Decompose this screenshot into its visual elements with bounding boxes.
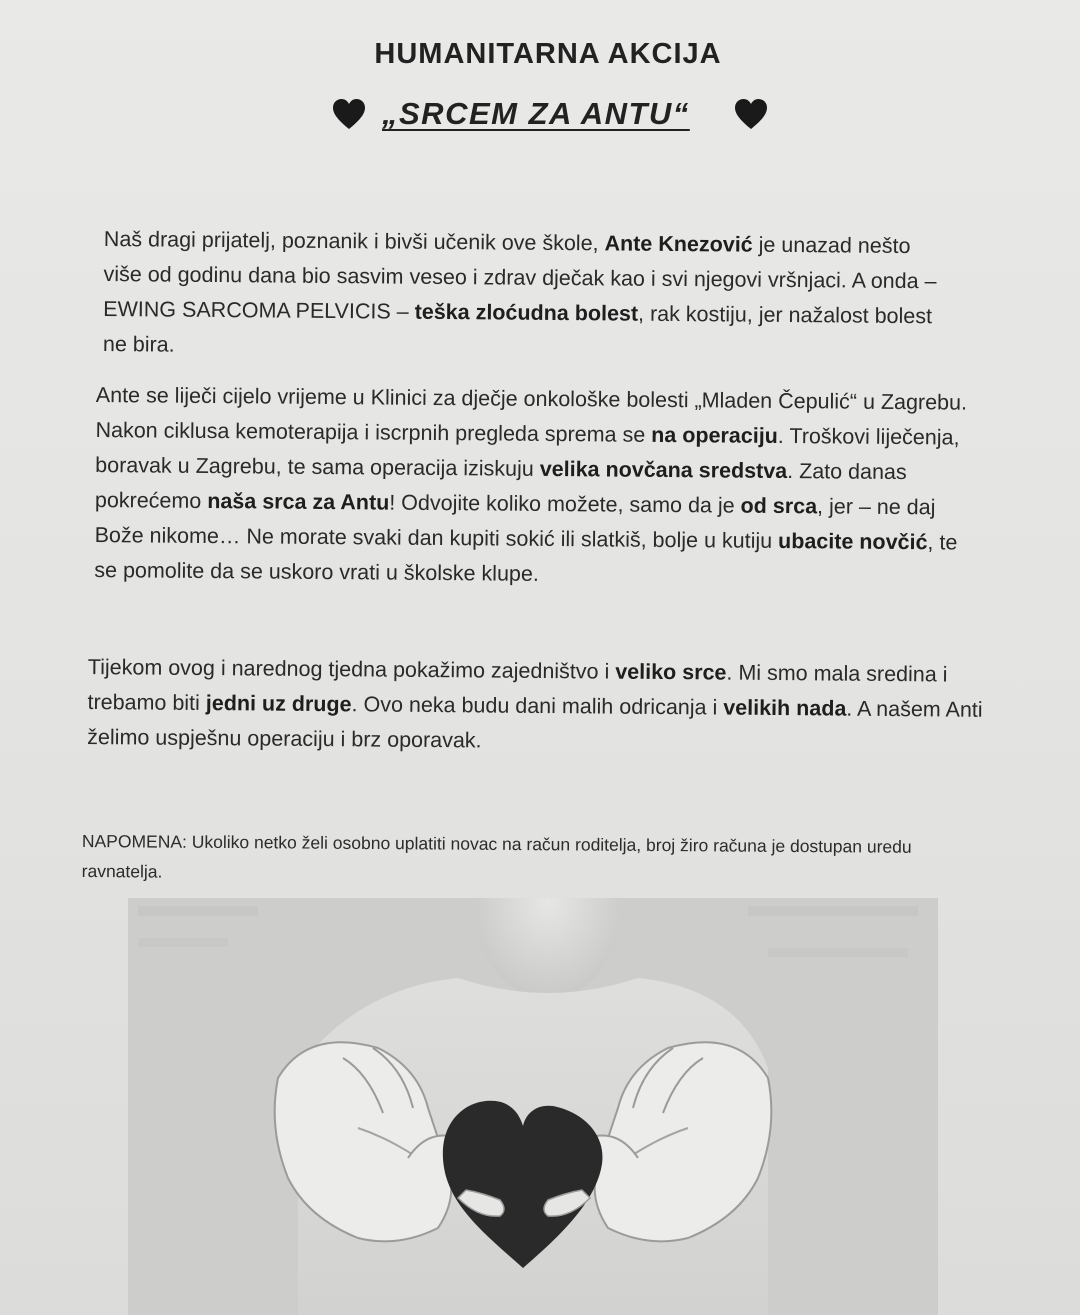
text-run: . Ovo neka budu dani malih odricanja i xyxy=(351,692,724,720)
emphasized-text: od srca xyxy=(740,493,818,519)
text-run: . Mi smo mala sredina i trebamo biti xyxy=(87,660,948,716)
emphasized-text: ubacite novčić xyxy=(778,528,928,555)
text-run: , te se pomolite da se uskoro vrati u školske klupe. xyxy=(94,530,958,586)
paragraph-intro xyxy=(103,222,944,369)
text-run: ! Odvojite koliko možete, samo da je xyxy=(389,490,741,518)
emphasized-text: jedni uz druge xyxy=(205,691,352,717)
emphasized-text: velika novčana sredstva xyxy=(539,456,788,484)
text-run: . Troškovi liječenja, boravak u Zagrebu, te sama operacija iziskuju xyxy=(95,423,960,481)
emphasized-text: naša srca za Antu xyxy=(207,488,390,515)
subtitle-row xyxy=(330,92,780,142)
text-run: Tijekom ovog i narednog tjedna pokažimo zajedništvo i xyxy=(87,654,616,684)
text-run: , jer – ne daj Bože nikome… Ne morate svaki dan kupiti sokić ili slatkiš, bolje u kutiju xyxy=(94,494,936,553)
text-run: Naš dragi prijatelj, poznanik i bivši učenik ove škole, xyxy=(103,226,605,256)
emphasized-text: veliko srce xyxy=(615,659,727,685)
paragraph-appeal xyxy=(87,650,988,763)
emphasized-text: na operaciju xyxy=(651,422,778,448)
text-run: . A našem Anti želimo uspješnu operaciju i brz oporavak. xyxy=(87,696,983,753)
campaign-subtitle: „SRCEM ZA ANTU“ xyxy=(382,96,690,131)
heart-icon xyxy=(734,98,768,130)
text-run: je unazad nešto više od godinu dana bio sasvim veseo i zdrav dječak kao i svi njegovi vršnjaci. A onda – EWING SARCOMA PELVICIS – xyxy=(103,232,937,324)
text-run: Ante se liječi cijelo vrijeme u Klinici za dječje onkološke bolesti „Mladen Čepulić“ u Zagrebu. Nakon ciklusa kemoterapija i iscrpnih pregleda sprema se xyxy=(95,382,968,447)
text-run: , rak kostiju, jer nažalost bolest ne bira. xyxy=(102,301,933,357)
heart-icon xyxy=(332,98,366,130)
emphasized-text: teška zloćudna bolest xyxy=(414,299,639,326)
paragraph-treatment xyxy=(94,378,976,596)
text-run: . Zato danas pokrećemo xyxy=(94,459,907,513)
note-text: NAPOMENA: Ukoliko netko želi osobno uplatiti novac na račun roditelja, broj žiro računa je dostupan uredu ravnatelja. xyxy=(81,830,912,882)
emphasized-text: velikih nada xyxy=(723,695,847,721)
hands-holding-heart-photo xyxy=(128,898,938,1315)
page-title: HUMANITARNA AKCIJA xyxy=(374,38,722,70)
emphasized-text: Ante Knezović xyxy=(604,231,753,257)
